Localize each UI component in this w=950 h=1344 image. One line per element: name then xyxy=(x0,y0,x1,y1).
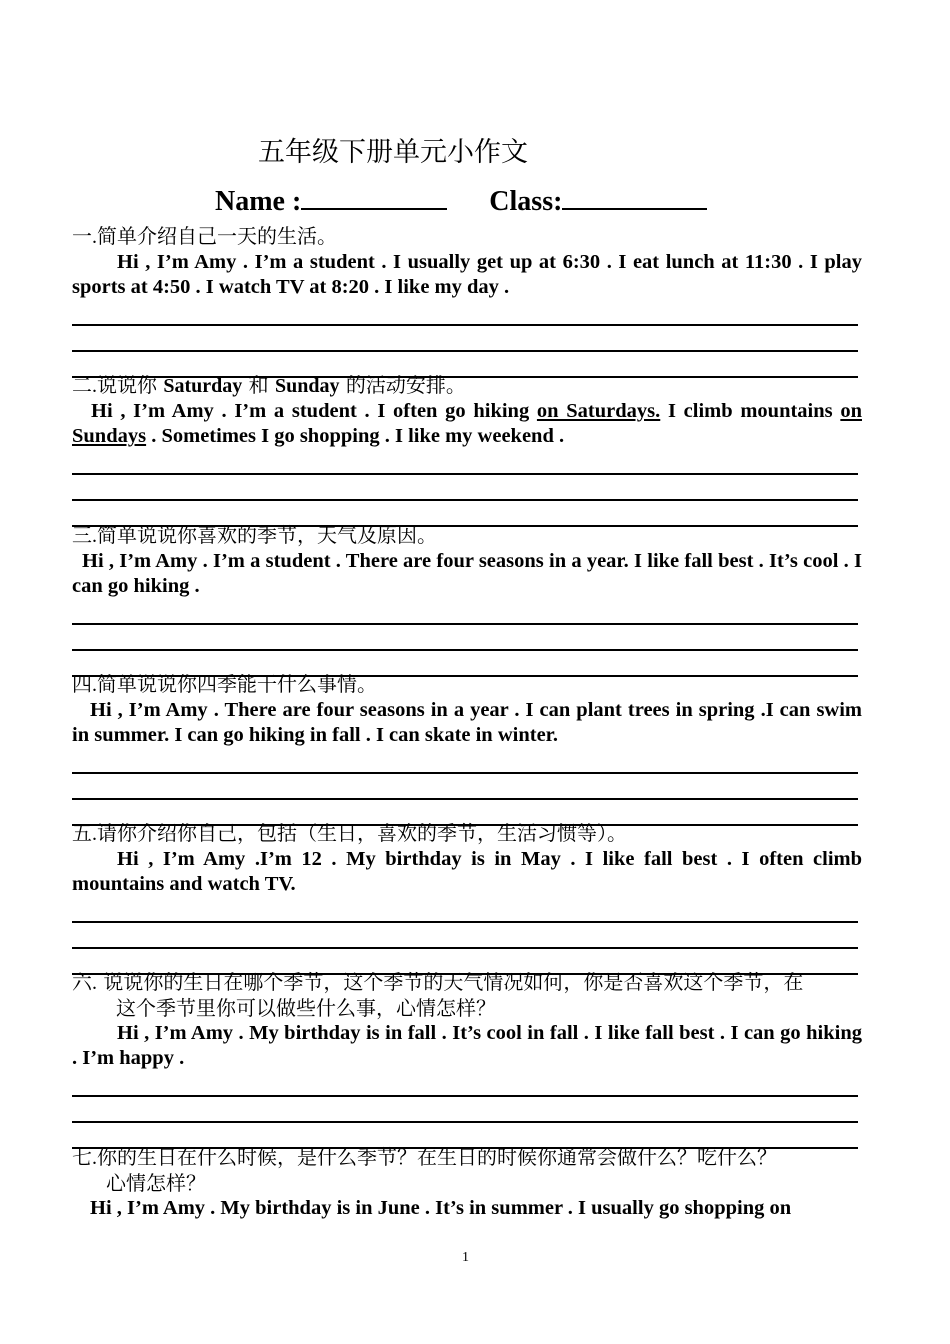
sample-text: Hi , I’m Amy .I’m 12 . My birthday is in May . I like fall best . I often climb mountains and watch TV. xyxy=(72,848,862,895)
page-title: 五年级下册单元小作文 xyxy=(258,137,528,168)
section-heading: 七.你的生日在什么时候，是什么季节？在生日的时候你通常会做什么？吃什么？ 心情怎样？ xyxy=(72,1145,777,1195)
section-3 xyxy=(72,523,862,677)
section-heading: 三.简单说说你喜欢的季节，天气及原因。 xyxy=(72,523,437,547)
underlined-phrase: on Sundays xyxy=(72,400,862,447)
page-number: 1 xyxy=(462,1250,469,1265)
section-5 xyxy=(72,821,862,975)
writing-lines[interactable] xyxy=(72,1075,862,1149)
section-heading: 四.简单说说你四季能干什么事情。 xyxy=(72,672,377,696)
writing-lines[interactable] xyxy=(72,453,862,527)
sample-text: Hi , I’m Amy . There are four seasons in a year . I can plant trees in spring .I can swim in summer. I can go hiking in fall . I can skate in winter. xyxy=(72,699,862,746)
section-2 xyxy=(72,373,862,527)
sample-text: Hi , I’m Amy . My birthday is in June . It’s in summer . I usually go shopping on xyxy=(90,1197,792,1219)
name-class-row xyxy=(215,182,707,218)
section-heading: 六. 说说你的生日在哪个季节，这个季节的天气情况如何，你是否喜欢这个季节，在 这个季节里你可以做些什么事，心情怎样？ xyxy=(72,970,804,1020)
sample-text: Hi , I’m Amy . My birthday is in fall . It’s cool in fall . I like fall best . I can go hiking . I’m happy . xyxy=(72,1022,862,1069)
sample-text: Hi , I’m Amy . I’m a student . I often go hiking on Saturdays. I climb mountains on Sundays . Sometimes I go shopping . I like my weekend . xyxy=(72,400,862,447)
writing-lines[interactable] xyxy=(72,304,862,378)
writing-lines[interactable] xyxy=(72,603,862,677)
writing-lines[interactable] xyxy=(72,752,862,826)
section-6 xyxy=(72,970,862,1149)
writing-lines[interactable] xyxy=(72,901,862,975)
section-heading: 一.简单介绍自己一天的生活。 xyxy=(72,224,337,248)
section-heading: 二.说说你 Saturday 和 Sunday 的活动安排。 xyxy=(72,373,466,397)
name-label: Name : xyxy=(215,186,302,217)
sample-text: Hi , I’m Amy . I’m a student . I usually get up at 6:30 . I eat lunch at 11:30 . I play sports at 4:50 . I watch TV at 8:20 . I like my day . xyxy=(72,251,862,298)
underlined-phrase: on Saturdays. xyxy=(536,400,661,422)
class-blank[interactable] xyxy=(562,182,707,210)
sample-text: Hi , I’m Amy . I’m a student . There are four seasons in a year. I like fall best . It’s cool . I can go hiking . xyxy=(72,550,862,597)
section-4 xyxy=(72,672,862,826)
class-label: Class: xyxy=(489,186,563,217)
name-blank[interactable] xyxy=(301,182,447,210)
section-heading: 五.请你介绍你自己，包括（生日，喜欢的季节，生活习惯等）。 xyxy=(72,821,627,845)
section-7 xyxy=(72,1145,862,1221)
section-1 xyxy=(72,224,862,378)
